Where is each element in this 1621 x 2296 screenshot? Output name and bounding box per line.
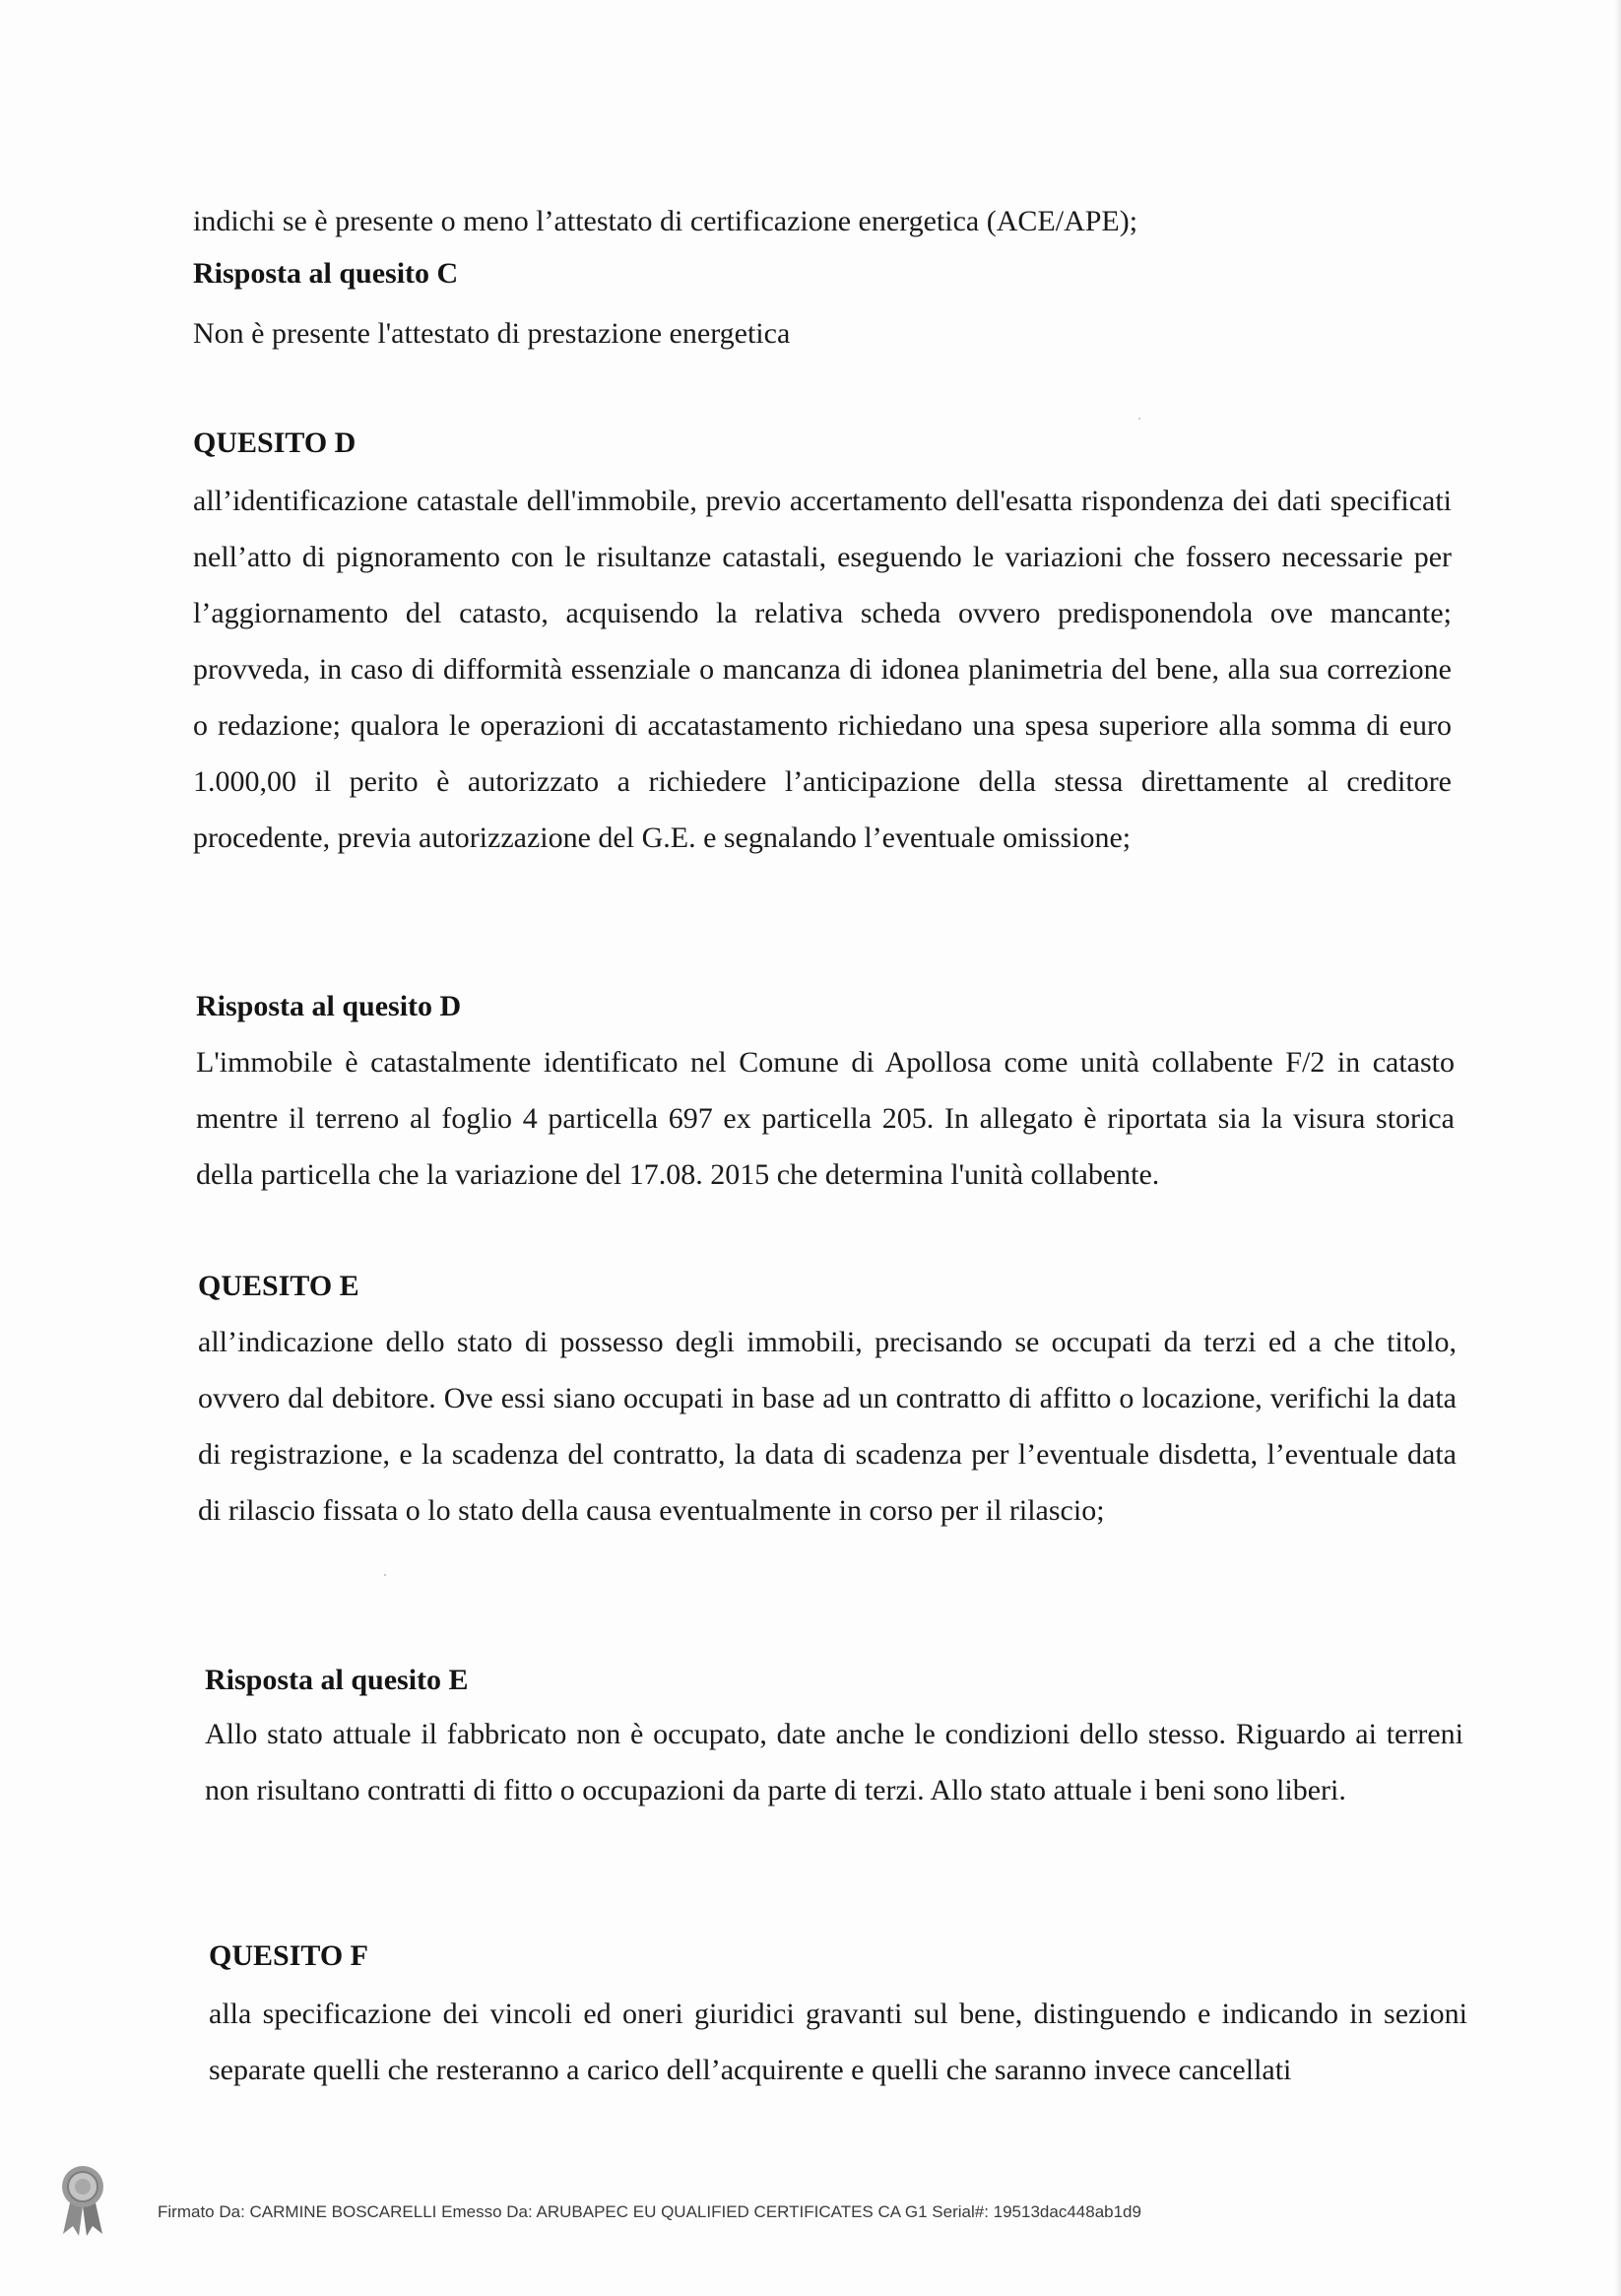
quesito-e-heading: QUESITO E (198, 1270, 359, 1302)
risposta-c-heading: Risposta al quesito C (193, 257, 459, 290)
quesito-e-text: all’indicazione dello stato di possesso degli immobili, precisando se occupati da terzi ed a che titolo, ovvero dal debitore. Ove essi siano occupati in base ad un contratto di affitto o locazione, verifichi la data di registrazione, e la scadenza del contratto, la data di scadenza per l’eventuale disdetta, l’eventuale data di rilascio fissata o lo stato della causa eventualmente in corso per il rilascio; (198, 1326, 1457, 1527)
risposta-d-text: L'immobile è catastalmente identificato nel Comune di Apollosa come unità collabente F/2 in catasto mentre il terreno al foglio 4 particella 697 ex particella 205. In allegato è riportata sia la visura storica della particella che la variazione del 17.08. 2015 che determina l'unità collabente. (196, 1046, 1455, 1191)
risposta-e-heading: Risposta al quesito E (205, 1664, 469, 1696)
risposta-d-heading: Risposta al quesito D (196, 990, 462, 1022)
scan-speck (384, 1574, 386, 1576)
digital-signature-line: Firmato Da: CARMINE BOSCARELLI Emesso Da: ARUBAPEC EU QUALIFIED CERTIFICATES CA G1 Serial#: 19513dac448ab1d9 (158, 2202, 1141, 2221)
risposta-e-text: Allo stato attuale il fabbricato non è occupato, date anche le condizioni dello stesso. Riguardo ai terreni non risultano contratti di fitto o occupazioni da parte di terzi. Allo stato attuale i beni sono liberi. (205, 1718, 1463, 1806)
intro-line: indichi se è presente o meno l’attestato di certificazione energetica (ACE/APE); (193, 205, 1138, 237)
scan-speck (1138, 418, 1140, 420)
certificate-seal-icon (57, 2163, 108, 2238)
quesito-d-heading: QUESITO D (193, 426, 357, 459)
page-edge-shadow (1615, 0, 1621, 2296)
quesito-f-heading: QUESITO F (209, 1939, 368, 1972)
quesito-f-text: alla specificazione dei vincoli ed oneri giuridici gravanti sul bene, distinguendo e indicando in sezioni separate quelli che resteranno a carico dell’acquirente e quelli che saranno invece cancellati (209, 1998, 1467, 2086)
risposta-c-text: Non è presente l'attestato di prestazione energetica (193, 317, 791, 350)
quesito-d-text: all’identificazione catastale dell'immobile, previo accertamento dell'esatta rispondenza dei dati specificati nell’atto di pignoramento con le risultanze catastali, eseguendo le variazioni che fossero necessarie per l’aggiornamento del catasto, acquisendo la relativa scheda ovvero predisponendola ove mancante; provveda, in caso di difformità essenziale o mancanza di idonea planimetria del bene, alla sua correzione o redazione; qualora le operazioni di accatastamento richiedano una spesa superiore alla somma di euro 1.000,00 il perito è autorizzato a richiedere l’anticipazione della stessa direttamente al creditore procedente, previa autorizzazione del G.E. e segnalando l’eventuale omissione; (193, 485, 1452, 854)
